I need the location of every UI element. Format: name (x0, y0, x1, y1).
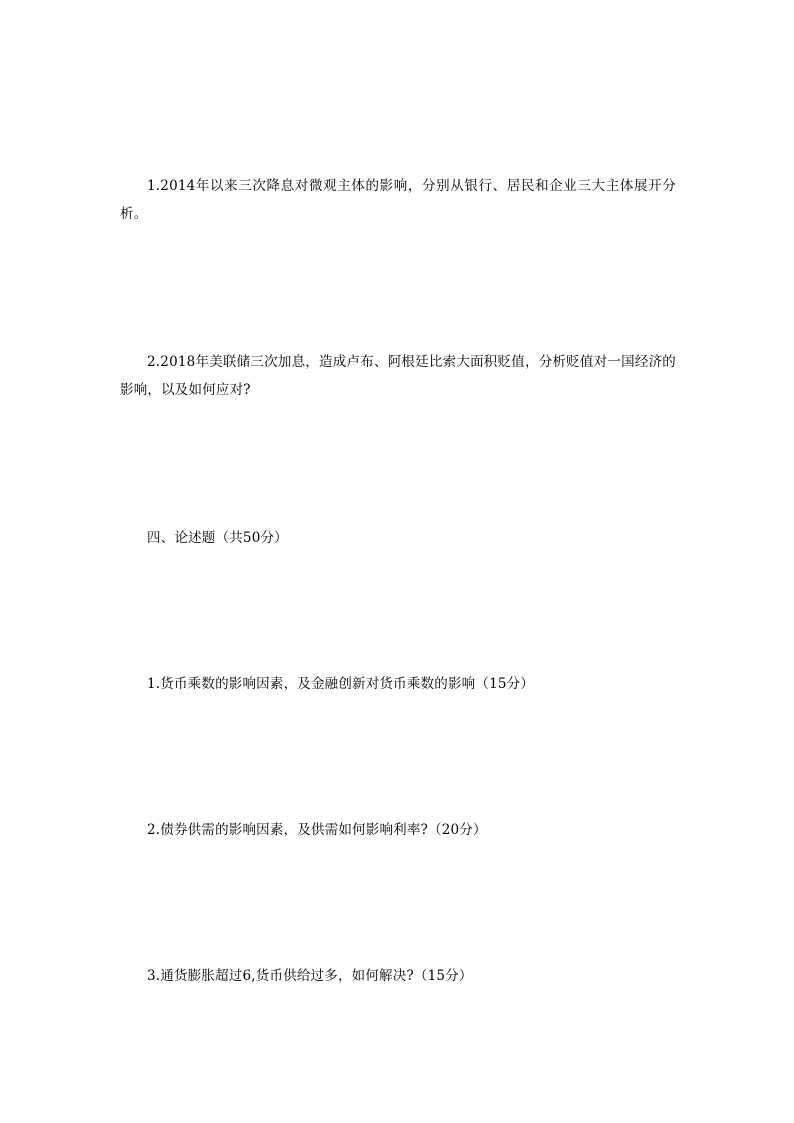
section-heading-essay: 四、论述题（共50分） (147, 530, 288, 546)
essay-question-1: 1.货币乘数的影响因素，及金融创新对货币乘数的影响（15分） (147, 676, 535, 692)
essay-question-3: 3.通货膨胀超过6,货币供给过多，如何解决?（15分） (147, 968, 473, 984)
question-1: 1.2014年以来三次降息对微观主体的影响，分别从银行、居民和企业三大主体展开分析。 (120, 178, 676, 222)
essay-question-2: 2.债券供需的影响因素，及供需如何影响利率?（20分） (147, 822, 487, 838)
question-2: 2.2018年美联储三次加息，造成卢布、阿根廷比索大面积贬值，分析贬值对一国经济的影响，以及如何应对? (120, 354, 676, 398)
